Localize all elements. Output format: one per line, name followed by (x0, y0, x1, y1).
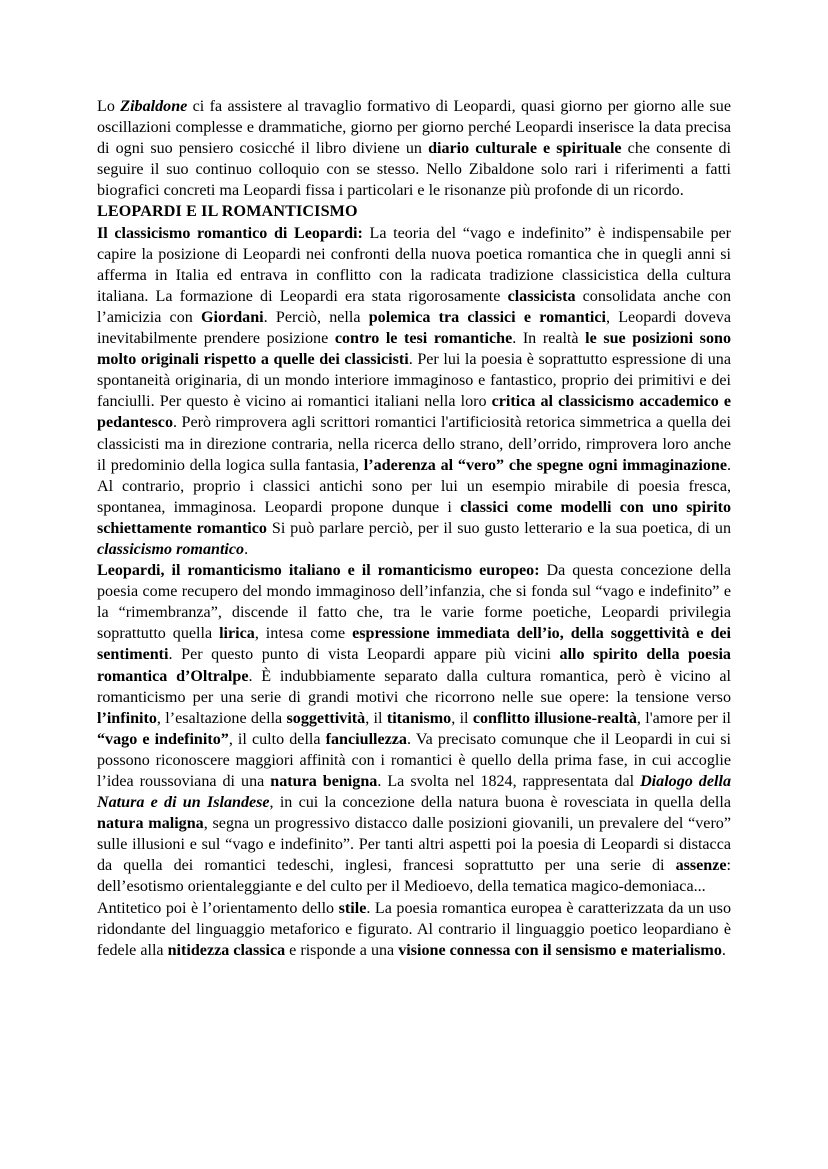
paragraph-stile (97, 898, 731, 961)
emphasis-vago-indefinito: “vago e indefinito” (97, 730, 229, 748)
emphasis-stile: stile (338, 899, 367, 917)
lead-in-romanticismo-europeo: Leopardi, il romanticismo italiano e il romanticismo europeo: (97, 562, 540, 580)
paragraph-classicismo-romantico (97, 223, 731, 561)
emphasis-lirica: lirica (219, 625, 255, 643)
emphasis-classicismo-romantico: classicismo romantico (97, 540, 245, 558)
emphasis-aderenza-vero: l’aderenza al “vero” che spegne ogni immaginazione (363, 456, 727, 474)
emphasis-assenze: assenze (675, 857, 727, 875)
emphasis-natura-benigna: natura benigna (270, 773, 378, 790)
text-run: . Però rimprovera agli scrittori romantici l'artificiosità retorica simmetrica a quella dei classicisti ma in direzione contraria, nella ricerca dello strano, dell’orrido, rimprovera loro anche il predominio della logica sulla fantasia, (97, 414, 731, 474)
emphasis-diario-culturale: diario culturale e spirituale (428, 140, 622, 158)
emphasis-nitidezza-classica: nitidezza classica (167, 941, 286, 959)
emphasis-poesia-oltralpe: allo spirito della poesia romantica d’Oltralpe (97, 646, 731, 685)
text-run: Si può parlare perciò, per il suo gusto letterario e la sua poetica, di un (266, 519, 731, 537)
text-run: . La svolta nel 1824, rappresentata dal (377, 773, 641, 790)
emphasis-natura-maligna: natura maligna (97, 815, 204, 833)
text-run: , l’esaltazione della (156, 709, 287, 727)
emphasis-visione-connessa: visione connessa con il sensismo e materialismo (398, 941, 722, 959)
text-run: . (721, 941, 726, 959)
emphasis-classicista: classicista (507, 287, 576, 305)
lead-in-classicismo-romantico: Il classicismo romantico di Leopardi: (97, 224, 363, 242)
emphasis-dialogo-natura-islandese: Dialogo della Natura e di un Islandese (97, 773, 731, 812)
text-run: . Perciò, nella (263, 308, 369, 326)
text-run: . (244, 540, 249, 558)
text-run: , l'amore per il (636, 709, 732, 727)
emphasis-fanciullezza: fanciullezza (325, 730, 407, 748)
emphasis-polemica-classici-romantici: polemica tra classici e romantici (368, 308, 606, 326)
text-run: La teoria del “vago e indefinito” è indispensabile per capire la posizione di Leopardi nei confronti della nuova poetica romantica che in quegli anni si afferma in Italia ed entrava in conflitto con la radicata tradizione classicistica della cultura italiana. La formazione di Leopardi era stata rigorosamente (97, 224, 731, 305)
text-run: . È indubbiamente separato dalla cultura romantica, però è vicino al romanticismo per una serie di grandi motivi che ricorrono nelle sue opere: la tensione verso (97, 667, 731, 706)
text-run: . Per questo punto di vista Leopardi appare più vicini (168, 646, 560, 664)
text-run: Da questa concezione della poesia come recupero del mondo immaginoso dell’infanzia, che si fonda sul “vago e indefinito” e la “rimembranza”, discende il fatto che, tra le varie forme poetiche, Leopardi privilegia soprattutto quella (97, 562, 731, 643)
section-heading-romanticismo: LEOPARDI E IL ROMANTICISMO (97, 203, 358, 221)
text-run: . Va precisato comunque che il Leopardi in cui si possono riconoscere maggiori affinità con i romantici è quello della prima fase, in cui accoglie l’idea roussoviana di una (97, 730, 731, 790)
text-run: consolidata anche con l’amicizia con (97, 287, 731, 326)
emphasis-espressione-immediata: espressione immediata dell’io, della soggettività e dei sentimenti (97, 625, 732, 664)
document-text-column (97, 96, 731, 961)
text-run: e risponde a una (285, 941, 399, 959)
text-run: , il (451, 709, 473, 727)
emphasis-posizioni-originali: le sue posizioni sono molto originali rispetto a quelle dei classicisti (97, 330, 731, 369)
text-run: ci fa assistere al travaglio formativo di Leopardi, quasi giorno per giorno alle sue oscillazioni complesse e drammatiche, giorno per giorno perché Leopardi inserisce la data precisa di ogni suo pensiero cosicché il libro diviene un (97, 98, 731, 158)
text-run: Antitetico poi è l’orientamento dello (97, 899, 339, 917)
text-run: , Leopardi doveva inevitabilmente prendere posizione (97, 308, 732, 348)
emphasis-classici-come-modelli: classici come modelli con uno spirito schiettamente romantico (97, 498, 731, 537)
text-run: . Al contrario, proprio i classici antichi sono per lui un esempio mirabile di poesia fresca, spontanea, immaginosa. Leopardi propone dunque i (97, 456, 731, 516)
text-run: Lo (97, 98, 121, 115)
emphasis-titanismo: titanismo (386, 709, 452, 727)
text-run: , il culto della (228, 730, 326, 748)
emphasis-critica-classicismo: critica al classicismo accademico e pedantesco (97, 393, 731, 432)
emphasis-conflitto-illusione-realta: conflitto illusione-realtà (472, 709, 637, 727)
text-run: : dell’esotismo orientaleggiante e del culto per il Medioevo, della tematica magico-demoniaca... (97, 857, 731, 896)
text-run: . In realtà (512, 330, 586, 348)
emphasis-giordani: Giordani (201, 308, 264, 326)
text-run: , intesa come (254, 625, 353, 643)
text-run: . La poesia romantica europea è caratterizzata da un uso ridondante del linguaggio metaforico e figurato. Al contrario il linguaggio poetico leopardiano è fedele alla (97, 899, 731, 959)
paragraph-zibaldone (97, 96, 731, 201)
emphasis-zibaldone-title: Zibaldone (120, 98, 188, 115)
text-run: , il (365, 709, 387, 727)
text-run: che consente di seguire il suo continuo colloquio con se stesso. Nello Zibaldone solo rari i riferimenti a fatti biografici concreti ma Leopardi fissa i particolari e le risonanze più profonde di un ricordo. (97, 140, 732, 200)
text-run: . Per lui la poesia è soprattutto espressione di una spontaneità originaria, di un mondo interiore immaginoso e fantastico, proprio dei primitivi e dei fanciulli. Per questo è vicino ai romantici italiani nella loro (97, 351, 731, 411)
emphasis-soggettivita: soggettività (286, 709, 366, 727)
text-run: , segna un progressivo distacco dalle posizioni giovanili, un prevalere del “vero” sulle illusioni e sul “vago e indefinito”. Per tanti altri aspetti poi la poesia di Leopardi si distacca da quella dei romantici tedeschi, inglesi, francesi soprattutto per una serie di (97, 815, 732, 875)
text-run: , in cui la concezione della natura buona è rovesciata in quella della (269, 794, 731, 812)
emphasis-infinito: l’infinito (97, 709, 157, 727)
emphasis-contro-tesi-romantiche: contro le tesi romantiche (334, 330, 513, 348)
paragraph-romanticismo-europeo (97, 560, 731, 898)
